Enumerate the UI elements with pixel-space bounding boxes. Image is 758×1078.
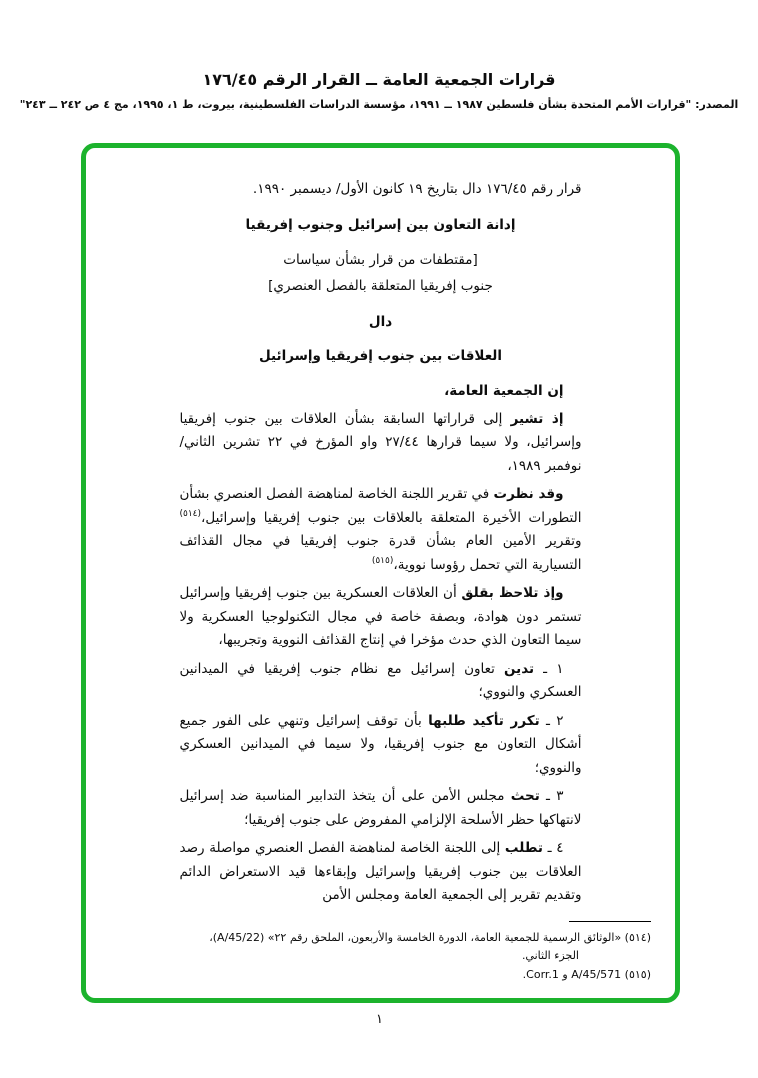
paragraph-text: وتقرير الأمين العام بشأن قدرة جنوب إفريقيا في مجال القذائف التسيارية التي تحمل رؤوسا نووية، [179, 533, 582, 573]
preamble-paragraph-2 [180, 483, 582, 577]
operative-verb: تدين [504, 660, 535, 677]
highlight-box [81, 143, 680, 1003]
resolution-date-line: قرار رقم ١٧٦/٤٥ دال بتاريخ ١٩ كانون الأول/ ديسمبر ١٩٩٠. [252, 181, 582, 197]
paragraph-number: ٢ ـ [539, 712, 564, 729]
resolution-title: إدانة التعاون بين إسرائيل وجنوب إفريقيا [245, 216, 516, 233]
paragraph-text: بأن توقف إسرائيل وتنهي على الفور جميع أشكال التعاون مع جنوب إفريقيا، ولا سيما في الميدانين العسكري والنووي؛ [179, 712, 582, 776]
paragraph-text: أن العلاقات العسكرية بين جنوب إفريقيا وإسرائيل تستمر دون هوادة، وبصفة خاصة في مجال التكنولوجيا العسكرية ولا سيما التعاون الذي حدث مؤخرا في إنتاج القذائف النووية وتجريبها، [179, 585, 582, 648]
preamble-intro: إن الجمعية العامة، [444, 383, 564, 399]
preamble-lead-words: إذ تشير [510, 410, 564, 427]
operative-paragraph-4 [180, 837, 582, 908]
preamble-paragraph-3 [180, 582, 582, 653]
operative-paragraph-2 [180, 710, 582, 781]
footnote-text: «الوثائق الرسمية للجمعية العامة، الدورة الخامسة والأربعون، الملحق رقم ٢٢» (A/45/22)، الجزء الثاني. [209, 930, 625, 962]
footnote-514 [205, 929, 651, 966]
paragraph-text: في تقرير اللجنة الخاصة لمناهضة الفصل العنصري بشأن التطورات الأخيرة المتعلقة بالعلاقات بين جنوب إفريقيا وإسرائيل، [179, 486, 582, 526]
operative-paragraph-1 [180, 658, 582, 705]
footnote-marker: (٥١٥) [624, 967, 651, 981]
resolution-subtitle-line1: [مقتطفات من قرار بشأن سياسات [283, 252, 478, 268]
paragraph-number: ١ ـ [534, 660, 564, 677]
collection-title: قرارات الجمعية العامة ــ القرار الرقم ١٧٦/٤٥ [202, 70, 556, 89]
footnote-separator-rule [569, 921, 651, 922]
preamble-lead-words: وإذ تلاحظ بقلق [461, 585, 564, 601]
page-number: ١ [376, 1012, 383, 1027]
paragraph-number: ٤ ـ [542, 840, 564, 856]
paragraph-text: إلى اللجنة الخاصة لمناهضة الفصل العنصري مواصلة رصد العلاقات بين جنوب إفريقيا وإسرائيل وإبقاءها قيد الاستعراض الدائم وتقديم تقرير إلى الجمعية العامة ومجلس الأمن [179, 840, 582, 903]
paragraph-text: إلى قراراتها السابقة بشأن العلاقات بين جنوب إفريقيا وإسرائيل، ولا سيما قرارها ٢٧/٤٤ واو المؤرخ في ٢٢ تشرين الثاني/ نوفمبر ١٩٨٩، [179, 410, 582, 474]
page-header [0, 70, 758, 111]
footnotes-block [205, 921, 651, 985]
section-title: العلاقات بين جنوب إفريقيا وإسرائيل [258, 347, 503, 364]
footnote-text: A/45/571 و Corr.1. [522, 967, 625, 981]
paragraph-text: مجلس الأمن على أن يتخذ التدابير المناسبة ضد إسرائيل لانتهاكها حظر الأسلحة الإلزامي المفروض على جنوب إفريقيا؛ [179, 788, 582, 828]
operative-verb: تحث [510, 788, 540, 804]
footnote-515 [205, 966, 651, 985]
footnote-marker: (٥١٤) [624, 930, 651, 944]
resolution-subtitle-line2: جنوب إفريقيا المتعلقة بالفصل العنصري] [268, 278, 493, 294]
operative-verb: تطلب [504, 840, 543, 856]
operative-verb: تكرر تأكيد طلبها [428, 712, 540, 729]
paragraph-text: تعاون إسرائيل مع نظام جنوب إفريقيا في الميدانين العسكري والنووي؛ [179, 660, 582, 700]
preamble-lead-words: وقد نظرت [493, 486, 564, 502]
section-letter: دال [368, 314, 393, 330]
preamble-paragraph-1 [180, 408, 582, 479]
source-citation: المصدر: "قرارات الأمم المتحدة بشأن فلسطين ١٩٨٧ ــ ١٩٩١، مؤسسة الدراسات الفلسطينية، بيروت، ط ١، ١٩٩٥، مج ٤ ص ٢٤٢ ــ ٢٤٣" [19, 98, 739, 111]
footnote-reference-514: (٥١٤) [179, 508, 202, 519]
document-body [180, 178, 582, 913]
paragraph-number: ٣ ـ [539, 788, 564, 804]
operative-paragraph-3 [180, 785, 582, 832]
footnote-reference-515: (٥١٥) [371, 555, 394, 566]
